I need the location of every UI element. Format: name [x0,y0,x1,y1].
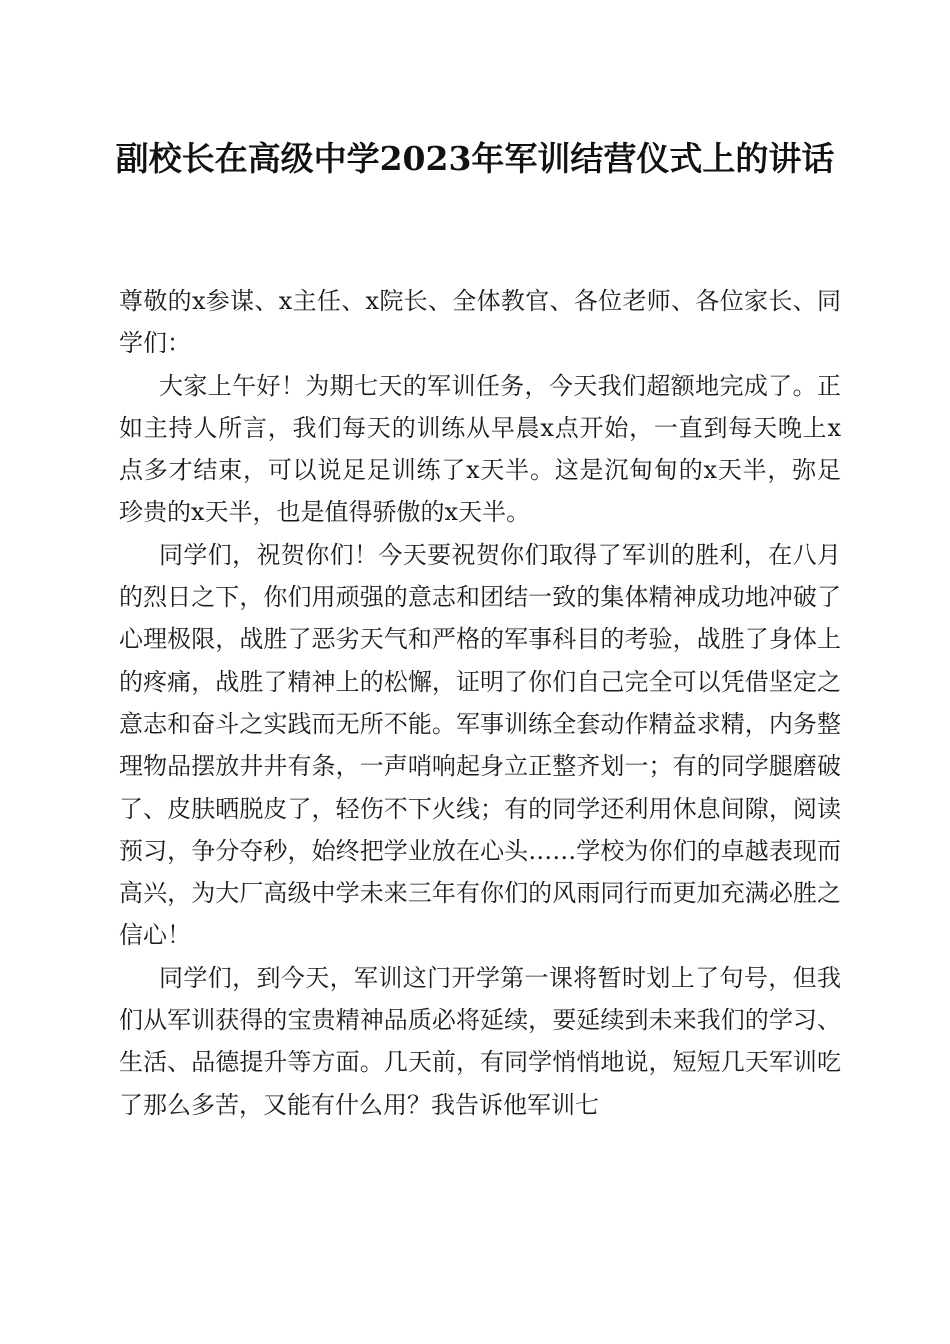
document-body [119,280,841,1126]
body-paragraph: 同学们，到今天，军训这门开学第一课将暂时划上了句号，但我们从军训获得的宝贵精神品质必将延续，要延续到未来我们的学习、生活、品德提升等方面。几天前，有同学悄悄地说，短短几天军训吃了那么多苦，又能有什么用？我告诉他军训七 [119,963,841,1119]
document-title: 副校长在高级中学2023年军训结营仪式上的讲话 [115,139,835,178]
salutation-paragraph: 尊敬的x参谋、x主任、x院长、全体教官、各位老师、各位家长、同学们： [119,287,841,358]
body-paragraph: 大家上午好！为期七天的军训任务，今天我们超额地完成了。正如主持人所言，我们每天的训练从早晨x点开始，一直到每天晚上x点多才结束，可以说足足训练了x天半。这是沉甸甸的x天半，弥足珍贵的x天半，也是值得骄傲的x天半。 [119,371,841,527]
body-paragraph: 同学们，祝贺你们！今天要祝贺你们取得了军训的胜利，在八月的烈日之下，你们用顽强的意志和团结一致的集体精神成功地冲破了心理极限，战胜了恶劣天气和严格的军事科目的考验，战胜了身体上的疼痛，战胜了精神上的松懈，证明了你们自己完全可以凭借坚定之意志和奋斗之实践而无所不能。军事训练全套动作精益求精，内务整理物品摆放井井有条，一声哨响起身立正整齐划一；有的同学腿磨破了、皮肤晒脱皮了，轻伤不下火线；有的同学还利用休息间隙，阅读预习，争分夺秒，始终把学业放在心头……学校为你们的卓越表现而高兴，为大厂高级中学未来三年有你们的风雨同行而更加充满必胜之信心！ [119,540,841,950]
